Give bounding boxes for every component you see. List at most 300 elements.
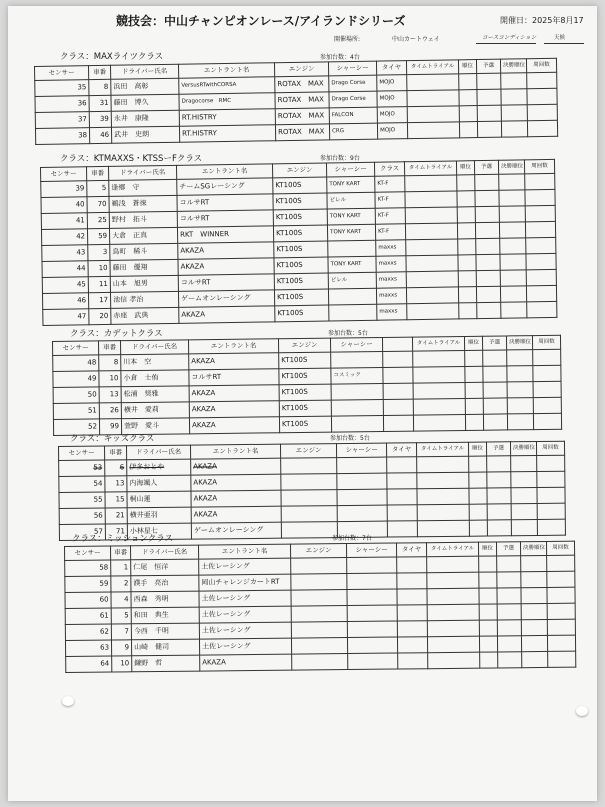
event-date: 開催日：2025年8月17 [500, 16, 584, 25]
table-cell: ビレル [328, 272, 376, 289]
table-cell: AKAZA [178, 258, 274, 276]
table-cell [348, 653, 398, 670]
table-cell: 9 [111, 640, 131, 656]
table-cell [547, 555, 575, 571]
table-cell [479, 604, 497, 620]
table-cell [281, 506, 337, 523]
column-header: タイムトライアル [426, 542, 478, 557]
table-cell [527, 88, 557, 104]
table-cell: 7 [111, 624, 131, 640]
table-cell [475, 190, 499, 206]
table-cell: 20 [89, 308, 111, 324]
table-cell [487, 456, 511, 472]
entry-table [34, 58, 558, 145]
table-cell: KT-F [375, 176, 405, 192]
class-title: クラス：MAXライツクラス [60, 52, 164, 62]
table-cell: 13 [105, 476, 127, 492]
table-cell [500, 238, 526, 254]
table-cell [281, 490, 337, 507]
table-cell: KT-F [375, 208, 405, 224]
table-cell [469, 488, 487, 504]
table-cell: KT100S [279, 400, 331, 417]
column-header: 車番 [111, 546, 131, 560]
table-cell: 61 [65, 608, 111, 624]
table-cell [497, 604, 521, 620]
table-cell [547, 603, 575, 619]
table-cell: 39 [89, 111, 111, 127]
table-cell: 10 [88, 260, 110, 276]
table-cell [507, 366, 533, 382]
table-cell [500, 270, 526, 286]
table-cell: 今西 千明 [131, 623, 199, 640]
table-cell [347, 637, 397, 654]
table-cell: 62 [65, 624, 111, 640]
table-cell: Dragocorse RMC [179, 93, 275, 111]
table-cell [417, 520, 469, 537]
table-cell: KT100S [279, 384, 331, 401]
table-cell [292, 654, 348, 671]
table-cell [525, 221, 555, 237]
table-cell: maxxs [376, 288, 406, 304]
table-cell [511, 503, 537, 519]
table-cell [465, 398, 483, 414]
table-cell [427, 620, 479, 637]
table-cell: 42 [41, 229, 87, 246]
column-header: タイヤ [386, 443, 416, 457]
column-header: タイムトライアル [412, 336, 464, 351]
table-cell: ゲームオンレーシング [191, 522, 281, 539]
table-cell [483, 382, 507, 398]
table-cell [475, 174, 499, 190]
table-cell [337, 505, 387, 522]
table-cell: 41 [41, 213, 87, 230]
table-cell: 3 [88, 244, 110, 260]
table-cell [428, 652, 480, 669]
table-cell [383, 367, 413, 383]
column-header: 車番 [89, 65, 111, 79]
table-cell [527, 104, 557, 120]
table-cell [499, 190, 525, 206]
table-cell [331, 415, 383, 432]
table-cell [547, 619, 575, 635]
table-cell [383, 351, 413, 367]
table-cell: 10 [99, 371, 121, 387]
table-cell: 54 [59, 476, 105, 492]
table-cell: 6 [105, 460, 127, 476]
table-cell: 野村 拓斗 [109, 211, 177, 228]
table-cell [347, 605, 397, 622]
table-cell: 35 [35, 80, 89, 97]
table-cell: 2 [111, 576, 131, 592]
table-cell [413, 382, 465, 399]
entry-count: 参加台数：5台 [328, 330, 368, 337]
table-cell [417, 456, 469, 473]
table-cell: AKAZA [189, 401, 279, 418]
table-cell: 藤田 優翔 [110, 259, 178, 276]
course-condition-label: コースコンディション [482, 35, 537, 41]
column-header: 周回数 [524, 159, 554, 173]
table-cell [406, 271, 458, 288]
table-cell: 8 [99, 355, 121, 371]
class-title: クラス：キッズクラス [70, 434, 155, 444]
table-cell: AKAZA [189, 353, 279, 370]
table-cell: 5 [111, 608, 131, 624]
column-header: 車番 [105, 446, 127, 460]
table-cell [487, 520, 511, 536]
column-header: シャーシー [336, 443, 386, 458]
column-header: 車番 [87, 166, 109, 180]
table-cell [291, 638, 347, 655]
table-cell [465, 382, 483, 398]
table-cell: KT100S [274, 241, 328, 258]
column-header: エントラント名 [198, 544, 290, 559]
table-cell [328, 288, 376, 305]
table-cell: maxxs [377, 304, 407, 320]
column-header: シャーシー [346, 543, 396, 558]
table-cell: 浜田 高彰 [111, 78, 179, 95]
table-cell [383, 415, 413, 431]
table-cell: ROTAX MAX [275, 108, 329, 125]
column-header: 決勝順位 [500, 59, 526, 73]
table-cell [511, 455, 537, 471]
venue-name: 中山カートウェイ [392, 36, 440, 43]
table-cell: 1 [111, 560, 131, 576]
table-cell: 桐山蓮 [127, 491, 191, 508]
column-header: エントラント名 [190, 444, 280, 459]
column-header: 決勝順位 [520, 541, 546, 555]
column-header: ドライバー氏名 [110, 64, 178, 79]
column-header: シャーシー [328, 61, 376, 76]
table-cell: AKAZA [191, 506, 281, 523]
table-cell [417, 504, 469, 521]
table-cell [522, 651, 548, 667]
table-cell [521, 635, 547, 651]
table-cell: AKAZA [189, 417, 279, 434]
column-header: 周回数 [532, 335, 560, 349]
table-cell: 内海颯人 [127, 475, 191, 492]
table-cell: 46 [89, 127, 111, 143]
table-cell [479, 620, 497, 636]
table-cell: 59 [87, 228, 109, 244]
table-cell [501, 302, 527, 318]
column-header: 周回数 [536, 441, 564, 455]
table-cell [458, 271, 476, 287]
table-cell [291, 590, 347, 607]
entry-sheet [8, 6, 597, 801]
table-cell: KT100S [275, 305, 329, 322]
table-cell: AKAZA [191, 474, 281, 491]
table-cell [458, 239, 476, 255]
table-cell [483, 398, 507, 414]
table-cell: KT100S [274, 257, 328, 274]
table-cell: 45 [42, 277, 88, 294]
table-cell [331, 351, 383, 368]
table-cell [469, 472, 487, 488]
table-cell [537, 519, 565, 535]
table-cell: KT-F [375, 192, 405, 208]
table-cell: 44 [42, 261, 88, 278]
class-title: クラス：ミッションクラス [72, 534, 173, 544]
table-cell [413, 414, 465, 431]
table-cell [469, 504, 487, 520]
table-cell [387, 457, 417, 473]
table-cell [526, 253, 556, 269]
table-cell [427, 572, 479, 589]
table-cell [383, 383, 413, 399]
table-cell [521, 619, 547, 635]
column-header: シャーシー [330, 337, 382, 352]
table-cell: 58 [65, 560, 111, 576]
table-cell: AKAZA [179, 306, 275, 324]
table-cell [525, 189, 555, 205]
table-cell: 土佐レーシング [199, 590, 291, 607]
table-cell: 土佐レーシング [199, 558, 291, 575]
table-cell [465, 350, 483, 366]
table-cell: MOJO [377, 107, 407, 123]
table-cell: 5 [87, 180, 109, 196]
table-cell [501, 89, 527, 105]
column-header: クラス [374, 162, 404, 176]
pushpin-icon [576, 706, 588, 716]
column-header: 決勝順位 [506, 336, 532, 350]
table-cell [405, 191, 457, 208]
table-cell [407, 122, 459, 139]
table-cell [457, 207, 475, 223]
table-cell [498, 652, 522, 668]
table-cell: FALCON [329, 107, 377, 124]
table-cell [477, 105, 501, 121]
table-cell [477, 73, 501, 89]
table-cell [398, 653, 428, 669]
table-cell: 仁尾 恒洋 [131, 559, 199, 576]
table-cell: 10 [112, 656, 132, 672]
table-cell [459, 106, 477, 122]
table-cell: 土佐レーシング [199, 606, 291, 623]
table-cell [533, 365, 561, 381]
column-header: 予選 [482, 336, 506, 350]
column-header: ドライバー氏名 [131, 545, 199, 560]
entry-count: 参加台数：5台 [330, 435, 370, 442]
table-cell [501, 73, 527, 89]
table-cell: 赤座 武典 [111, 307, 179, 324]
table-cell [281, 458, 337, 475]
table-cell: ROTAX MAX [275, 76, 329, 93]
table-cell [413, 398, 465, 415]
table-cell [479, 636, 497, 652]
table-cell [459, 74, 477, 90]
table-cell: コルサRT [178, 274, 274, 292]
table-cell [387, 489, 417, 505]
table-cell [507, 382, 533, 398]
column-header: タイヤ [376, 61, 406, 75]
column-header: 車番 [99, 341, 121, 355]
table-cell: AKAZA [200, 654, 292, 671]
column-header: 予選 [474, 160, 498, 174]
table-cell [405, 223, 457, 240]
table-cell: 伊多おとや [127, 459, 191, 476]
course-condition-line [476, 43, 536, 44]
table-cell: 土佐レーシング [199, 622, 291, 639]
table-cell [501, 105, 527, 121]
entry-count: 参加台数：7台 [332, 535, 372, 542]
table-cell: 56 [59, 508, 105, 524]
table-cell: 53 [59, 460, 105, 476]
table-cell: RT.HISTRY [179, 109, 275, 127]
table-cell: 土佐レーシング [199, 638, 291, 655]
table-cell [291, 574, 347, 591]
column-header: エンジン [272, 163, 326, 178]
table-cell: maxxs [376, 240, 406, 256]
column-header: エンジン [280, 444, 336, 459]
table-cell [497, 556, 521, 572]
table-cell: 21 [105, 508, 127, 524]
table-cell: ビレル [327, 192, 375, 209]
table-cell: AKAZA [189, 385, 279, 402]
table-cell [537, 487, 565, 503]
column-header: 予選 [476, 59, 500, 73]
table-cell [417, 472, 469, 489]
table-cell: 萱野 愛斗 [121, 418, 189, 435]
table-cell: TONY KART [327, 208, 375, 225]
table-cell: チームSGレーシング [177, 178, 273, 196]
table-cell [526, 285, 556, 301]
table-cell: 50 [53, 387, 99, 404]
table-cell: 永井 康隆 [111, 110, 179, 127]
table-cell: 25 [87, 212, 109, 228]
table-cell: KT100S [274, 289, 328, 306]
table-cell: 4 [111, 592, 131, 608]
table-cell [533, 349, 561, 365]
table-cell [387, 473, 417, 489]
table-cell: 武井 史朗 [111, 126, 179, 143]
column-header: 周回数 [546, 541, 574, 555]
entry-table [58, 441, 566, 541]
table-cell: 11 [88, 276, 110, 292]
table-cell [337, 489, 387, 506]
table-cell [497, 588, 521, 604]
table-cell: 鵜浅 蒼徠 [109, 195, 177, 212]
table-cell [479, 588, 497, 604]
table-cell: 山本 旭男 [110, 275, 178, 292]
table-cell [397, 557, 427, 573]
table-cell [337, 473, 387, 490]
table-cell [483, 350, 507, 366]
column-header: 予選 [496, 542, 520, 556]
table-cell: 逢郷 守 [109, 179, 177, 196]
column-header: センサー [59, 446, 105, 460]
table-cell [291, 622, 347, 639]
column-header: 順位 [456, 161, 474, 175]
table-cell [347, 557, 397, 574]
column-header: タイヤ [396, 543, 426, 557]
table-cell [499, 174, 525, 190]
table-cell [387, 505, 417, 521]
column-header: ドライバー氏名 [121, 340, 189, 355]
table-cell: 43 [42, 245, 88, 262]
table-cell: KT100S [279, 416, 331, 433]
table-cell: VersusRTwithCORSA [179, 77, 275, 95]
table-cell [476, 270, 500, 286]
table-cell [527, 301, 557, 317]
table-cell [483, 414, 507, 430]
table-cell [477, 89, 501, 105]
table-cell [383, 399, 413, 415]
table-cell: KT100S [273, 177, 327, 194]
table-cell [521, 603, 547, 619]
table-cell [405, 175, 457, 192]
table-cell [417, 488, 469, 505]
table-cell: 山崎 健司 [131, 639, 199, 656]
table-cell: 小倉 士侑 [121, 370, 189, 387]
table-cell [469, 456, 487, 472]
table-cell [521, 555, 547, 571]
table-cell [507, 414, 533, 430]
table-cell [525, 205, 555, 221]
table-cell [499, 206, 525, 222]
table-cell: Drago Corse [329, 91, 377, 108]
table-cell [459, 303, 477, 319]
table-cell [397, 605, 427, 621]
table-cell [547, 635, 575, 651]
table-cell: 8 [89, 79, 111, 95]
table-cell: KT-F [375, 224, 405, 240]
column-header: エンジン [278, 338, 330, 353]
column-header: エンジン [290, 544, 346, 559]
table-cell [331, 383, 383, 400]
table-cell: 49 [53, 371, 99, 388]
table-cell [476, 238, 500, 254]
table-cell: 71 [105, 524, 127, 540]
table-cell [407, 90, 459, 107]
weather-line [544, 43, 584, 44]
column-header: 順位 [458, 60, 476, 74]
table-cell: 38 [35, 128, 89, 145]
table-cell [475, 222, 499, 238]
pushpin-icon [62, 696, 74, 706]
table-cell [487, 472, 511, 488]
table-cell [537, 455, 565, 471]
table-cell [331, 399, 383, 416]
column-header: センサー [35, 66, 89, 81]
table-cell: MOJO [377, 123, 407, 139]
table-cell [479, 556, 497, 572]
table-cell: 51 [53, 403, 99, 420]
column-header: タイムトライアル [404, 161, 456, 176]
column-header: タイムトライアル [416, 442, 468, 457]
table-cell: 31 [89, 95, 111, 111]
table-cell [479, 572, 497, 588]
table-cell [525, 173, 555, 189]
column-header: エントラント名 [188, 339, 278, 354]
table-cell [405, 207, 457, 224]
table-cell: 濮手 亮治 [131, 575, 199, 592]
table-cell [457, 191, 475, 207]
table-cell: maxxs [376, 272, 406, 288]
table-cell: 横井 愛莉 [121, 402, 189, 419]
table-cell [469, 520, 487, 536]
table-cell [487, 504, 511, 520]
column-header: シャーシー [326, 162, 374, 177]
table-cell [427, 636, 479, 653]
table-cell: KT100S [273, 193, 327, 210]
table-cell [497, 620, 521, 636]
table-cell: 岡山チャレンジカートRT [199, 574, 291, 591]
table-cell [537, 471, 565, 487]
table-cell [500, 286, 526, 302]
table-cell: 39 [41, 181, 87, 198]
table-cell: 15 [105, 492, 127, 508]
table-cell [476, 286, 500, 302]
